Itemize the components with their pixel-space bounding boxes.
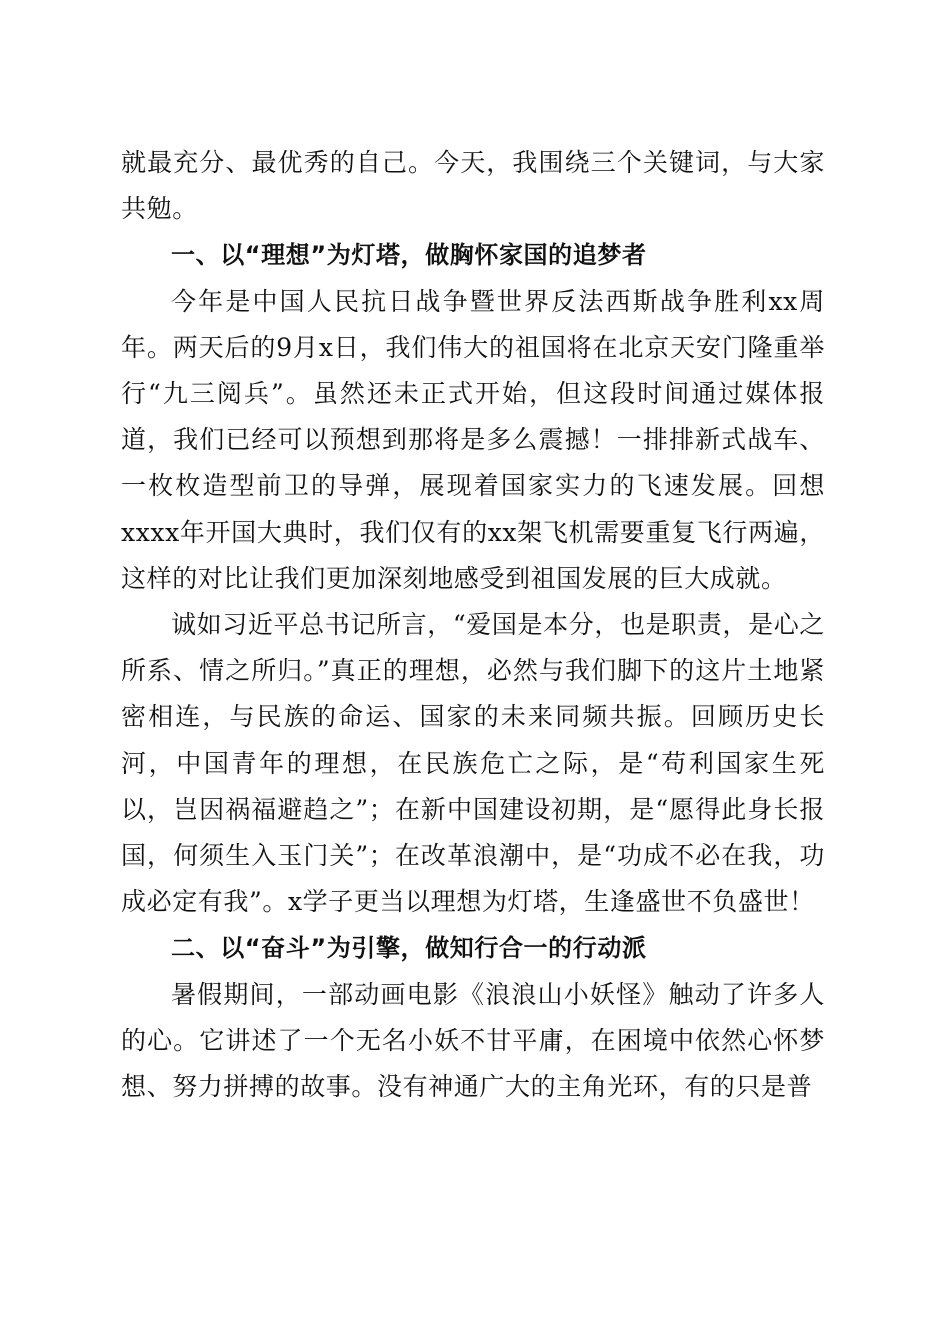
document-body (121, 140, 825, 1110)
section-heading-ideal: 一、以“理想”为灯塔，做胸怀家国的追梦者 (171, 241, 647, 270)
paragraph-parade: 今年是中国人民抗日战争暨世界反法西斯战争胜利xx周年。两天后的9月x日，我们伟大的祖国将在北京天安门隆重举行“九三阅兵”。虽然还未正式开始，但这段时间通过媒体报道，我们已经可以预想到那将是多么震撼！一排排新式战车、一枚枚造型前卫的导弹，展现着国家实力的飞速发展。回想xxxx年开国大典时，我们仅有的xx架飞机需要重复飞行两遍，这样的对比让我们更加深刻地感受到祖国发展的巨大成就。 (121, 286, 825, 593)
paragraph-patriotism: 诚如习近平总书记所言，“爱国是本分，也是职责，是心之所系、情之所归。”真正的理想，必然与我们脚下的这片土地紧密相连，与民族的命运、国家的未来同频共振。回顾历史长河，中国青年的理想，在民族危亡之际，是“苟利国家生死以，岂因祸福避趋之”；在新中国建设初期，是“愿得此身长报国，何须生入玉门关”；在改革浪潮中，是“功成不必在我，功成必定有我”。x学子更当以理想为灯塔，生逢盛世不负盛世！ (121, 610, 825, 917)
paragraph-continued: 就最充分、最优秀的自己。今天，我围绕三个关键词，与大家共勉。 (121, 148, 825, 224)
section-heading-struggle: 二、以“奋斗”为引擎，做知行合一的行动派 (171, 934, 647, 963)
paragraph-movie: 暑假期间，一部动画电影《浪浪山小妖怪》触动了许多人的心。它讲述了一个无名小妖不甘平庸，在困境中依然心怀梦想、努力拼搏的故事。没有神通广大的主角光环，有的只是普 (121, 979, 825, 1102)
